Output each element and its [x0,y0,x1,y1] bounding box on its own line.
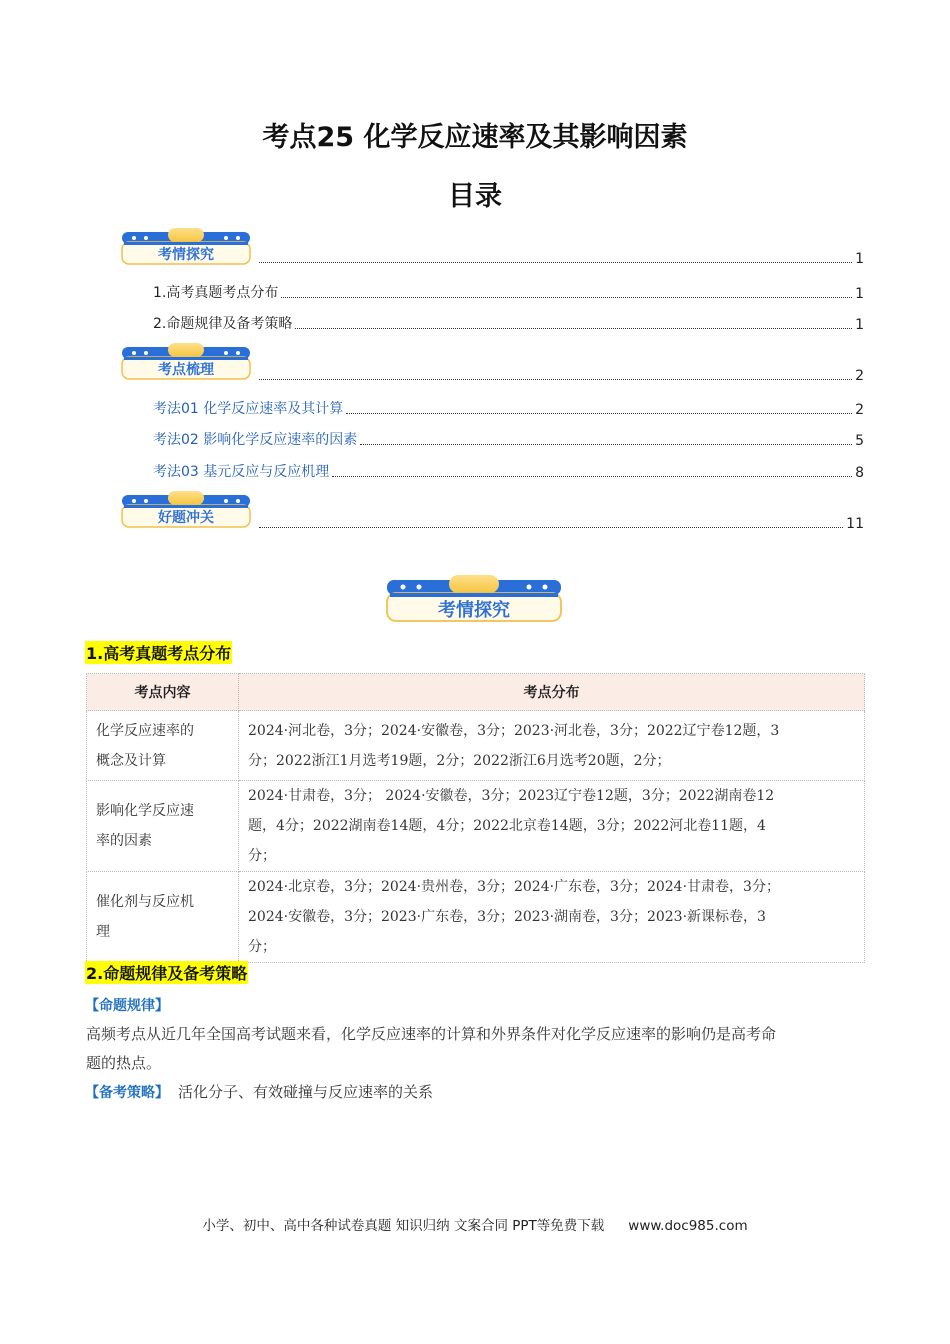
toc-leader-dots [259,261,852,263]
rule-paragraph: 高频考点从近几年全国高考试题来看，化学反应速率的计算和外界条件对化学反应速率的影响仍是高考命 题的热点。 [86,1025,777,1072]
badge-label: 考点梳理 [158,362,214,378]
table-cell-distribution: 2024·甘肃卷，3分； 2024·安徽卷，3分；2023辽宁卷12题，3分；2022湖南卷12 题，4分；2022湖南卷14题，4分；2022北京卷14题，3分；2022河北卷11题，4 分； [239,781,865,872]
toc-page-number: 11 [846,516,864,532]
footer-url[interactable]: www.doc985.com [628,1218,748,1234]
toc-entry-label: 2.命题规律及备考策略 [153,316,293,332]
toc-page-number: 5 [855,433,864,449]
table-cell-topic: 化学反应速率的 概念及计算 [87,711,239,781]
toc-leader-dots [360,443,852,445]
toc-entry-label: 考法02 影响化学反应速率的因素 [153,432,358,448]
page-footer [0,1214,950,1234]
toc-leader-dots [346,412,852,414]
toc-entry-item4[interactable] [153,429,864,449]
toc-page-number: 1 [855,286,864,302]
badge-label: 好题冲关 [158,510,214,526]
toc-entry-section2[interactable] [256,368,864,384]
toc-entry-item5[interactable] [153,461,864,481]
section-heading-2: 2.命题规律及备考策略 [85,961,248,984]
toc-leader-dots [295,327,852,329]
exam-distribution-table [86,673,865,963]
section-badge-kaoqing-tanjiu [385,575,563,623]
footer-text: 小学、初中、高中各种试卷真题 知识归纳 文案合同 PPT等免费下载 [202,1218,605,1234]
badge-kaoqing-tanjiu[interactable] [120,228,252,266]
table-cell-distribution: 2024·北京卷，3分；2024·贵州卷，3分；2024·广东卷，3分；2024·甘肃卷，3分； 2024·安徽卷，3分；2023·广东卷，3分；2023·湖南卷，3分；2023·新课标卷，3 分； [239,872,865,963]
table-header-distribution: 考点分布 [239,674,865,711]
table-header-row [87,674,865,711]
toc-entry-label: 1.高考真题考点分布 [153,285,279,301]
section-heading-1: 1.高考真题考点分布 [85,641,232,664]
table-header-topic: 考点内容 [87,674,239,711]
toc-entry-item1[interactable] [153,282,864,302]
toc-leader-dots [281,296,852,298]
toc-heading: 目录 [448,181,502,212]
strategy-text: 活化分子、有效碰撞与反应速率的关系 [178,1083,434,1101]
toc-entry-section1[interactable] [256,251,864,267]
toc-leader-dots [332,475,852,477]
badge-kaodian-shuli[interactable] [120,343,252,381]
table-row [87,711,865,781]
toc-entry-section3[interactable] [256,516,864,532]
toc-page-number: 2 [855,402,864,418]
toc-entry-label: 考法01 化学反应速率及其计算 [153,401,344,417]
badge-label: 考情探究 [438,600,510,621]
toc-entry-item3[interactable] [153,398,864,418]
toc-leader-dots [259,378,852,380]
toc-page-number: 1 [855,317,864,333]
table-row [87,872,865,963]
toc-page-number: 1 [855,251,864,267]
badge-haoti-chongguan[interactable] [120,491,252,529]
table-cell-topic: 催化剂与反应机 理 [87,872,239,963]
table-cell-topic: 影响化学反应速 率的因素 [87,781,239,872]
toc-leader-dots [259,526,843,528]
table-row [87,781,865,872]
toc-entry-item2[interactable] [153,313,864,333]
toc-entry-label: 考法03 基元反应与反应机理 [153,464,330,480]
document-title: 考点25 化学反应速率及其影响因素 [262,122,688,153]
toc-page-number: 2 [855,368,864,384]
toc-page-number: 8 [855,465,864,481]
rule-label: 【命题规律】 [85,998,169,1014]
badge-label: 考情探究 [158,247,214,263]
table-cell-distribution: 2024·河北卷，3分；2024·安徽卷，3分；2023·河北卷，3分；2022辽宁卷12题，3 分；2022浙江1月选考19题，2分；2022浙江6月选考20题，2分； [239,711,865,781]
strategy-label: 【备考策略】 [85,1085,169,1101]
